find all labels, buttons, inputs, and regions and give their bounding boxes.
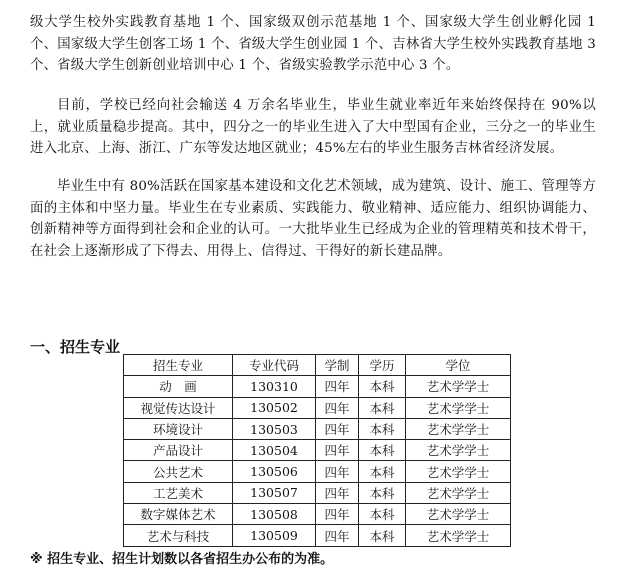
cell-major: 视觉传达设计 [124, 397, 233, 418]
table-row [124, 418, 511, 439]
cell-major: 动 画 [124, 376, 233, 397]
intro-paragraph-1: 级大学生校外实践教育基地 1 个、国家级双创示范基地 1 个、国家级大学生创业孵化园 1 个、国家级大学生创客工场 1 个、省级大学生创业园 1 个、吉林省大学生校外实践教育基地 3 个、省级大学生创新创业培训中心 1 个、省级实验教学示范中心 3 个。 [30, 15, 596, 73]
cell-code: 130503 [233, 418, 316, 439]
table-row [124, 440, 511, 461]
cell-code: 130502 [233, 397, 316, 418]
header-major: 招生专业 [124, 355, 233, 376]
footnote: ※ 招生专业、招生计划数以各省招生办公布的为准。 [30, 552, 334, 567]
cell-education: 本科 [359, 461, 406, 482]
cell-major: 工艺美术 [124, 482, 233, 503]
cell-education: 本科 [359, 397, 406, 418]
table-row [124, 504, 511, 525]
cell-code: 130508 [233, 504, 316, 525]
cell-duration: 四年 [316, 461, 359, 482]
cell-major: 艺术与科技 [124, 525, 233, 546]
table-row [124, 397, 511, 418]
cell-code: 130507 [233, 482, 316, 503]
cell-degree: 艺术学学士 [406, 504, 511, 525]
cell-degree: 艺术学学士 [406, 376, 511, 397]
cell-education: 本科 [359, 504, 406, 525]
cell-duration: 四年 [316, 482, 359, 503]
cell-degree: 艺术学学士 [406, 440, 511, 461]
table-header-row [124, 355, 511, 376]
cell-degree: 艺术学学士 [406, 482, 511, 503]
cell-education: 本科 [359, 440, 406, 461]
cell-duration: 四年 [316, 525, 359, 546]
cell-duration: 四年 [316, 440, 359, 461]
cell-duration: 四年 [316, 418, 359, 439]
cell-degree: 艺术学学士 [406, 418, 511, 439]
cell-education: 本科 [359, 482, 406, 503]
table-row [124, 461, 511, 482]
header-code: 专业代码 [233, 355, 316, 376]
header-degree: 学位 [406, 355, 511, 376]
header-duration: 学制 [316, 355, 359, 376]
cell-code: 130504 [233, 440, 316, 461]
cell-major: 产品设计 [124, 440, 233, 461]
intro-paragraph-2: 目前，学校已经向社会输送 4 万余名毕业生，毕业生就业率近年来始终保持在 90%以上，就业质量稳步提高。其中，四分之一的毕业生进入了大中型国有企业，三分之一的毕业生进入北京、上海、浙江、广东等发达地区就业；45%左右的毕业生服务吉林省经济发展。 [30, 98, 596, 156]
cell-duration: 四年 [316, 397, 359, 418]
cell-education: 本科 [359, 525, 406, 546]
header-education: 学历 [359, 355, 406, 376]
cell-degree: 艺术学学士 [406, 397, 511, 418]
intro-paragraph-3: 毕业生中有 80%活跃在国家基本建设和文化艺术领域，成为建筑、设计、施工、管理等方面的主体和中坚力量。毕业生在专业素质、实践能力、敬业精神、适应能力、组织协调能力、创新精神等方面得到社会和企业的认可。一大批毕业生已经成为企业的管理精英和技术骨干，在社会上逐渐形成了下得去、用得上、信得过、干得好的新长建品牌。 [30, 179, 596, 259]
section-title: 一、招生专业 [30, 338, 121, 356]
cell-code: 130310 [233, 376, 316, 397]
cell-education: 本科 [359, 376, 406, 397]
table-row [124, 376, 511, 397]
cell-duration: 四年 [316, 504, 359, 525]
cell-major: 公共艺术 [124, 461, 233, 482]
cell-major: 环境设计 [124, 418, 233, 439]
majors-table [123, 354, 511, 547]
cell-code: 130509 [233, 525, 316, 546]
cell-duration: 四年 [316, 376, 359, 397]
cell-code: 130506 [233, 461, 316, 482]
cell-degree: 艺术学学士 [406, 461, 511, 482]
cell-degree: 艺术学学士 [406, 525, 511, 546]
table-row [124, 482, 511, 503]
cell-education: 本科 [359, 418, 406, 439]
table-row [124, 525, 511, 546]
cell-major: 数字媒体艺术 [124, 504, 233, 525]
